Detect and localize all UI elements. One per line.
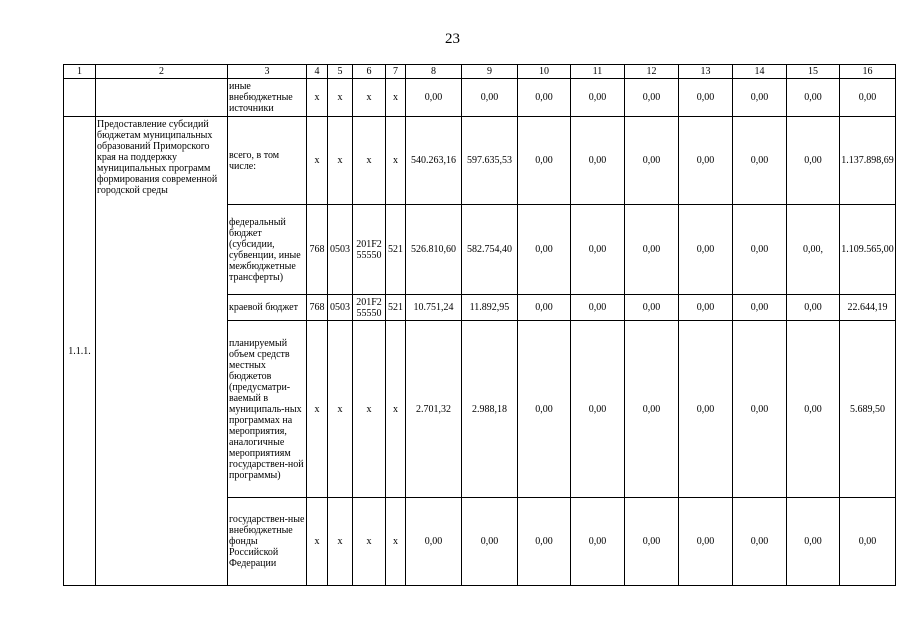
amount-cell: 0,00 <box>518 321 571 498</box>
amount-cell: 0,00 <box>733 321 787 498</box>
amount-cell: 0,00 <box>787 498 840 586</box>
total-cell: 0,00 <box>840 498 896 586</box>
amount-cell: 0,00 <box>679 295 733 321</box>
amount-cell: 0,00 <box>571 295 625 321</box>
kbk-code: 768 <box>307 205 328 295</box>
amount-cell: 597.635,53 <box>462 117 518 205</box>
amount-cell: 0,00 <box>733 295 787 321</box>
column-header: 6 <box>353 65 386 79</box>
kbk-code: x <box>386 79 406 117</box>
kbk-code: 0503 <box>328 205 353 295</box>
amount-cell: 0,00 <box>518 295 571 321</box>
column-header: 2 <box>96 65 228 79</box>
item-number: 1.1.1. <box>64 117 96 586</box>
kbk-code: x <box>307 117 328 205</box>
amount-cell: 0,00, <box>787 205 840 295</box>
kbk-code: x <box>353 321 386 498</box>
amount-cell: 0,00 <box>733 205 787 295</box>
amount-cell: 0,00 <box>625 117 679 205</box>
amount-cell: 2.988,18 <box>462 321 518 498</box>
funding-source: государствен-ные внебюджетные фонды Российской Федерации <box>228 498 307 586</box>
table-row <box>64 117 896 205</box>
amount-cell: 526.810,60 <box>406 205 462 295</box>
amount-cell: 11.892,95 <box>462 295 518 321</box>
column-header: 7 <box>386 65 406 79</box>
table-row <box>64 79 896 117</box>
amount-cell: 0,00 <box>571 79 625 117</box>
total-cell: 0,00 <box>840 79 896 117</box>
amount-cell: 0,00 <box>733 498 787 586</box>
amount-cell: 0,00 <box>625 321 679 498</box>
kbk-code: x <box>307 498 328 586</box>
amount-cell: 0,00 <box>625 498 679 586</box>
amount-cell: 0,00 <box>679 321 733 498</box>
kbk-code: 521 <box>386 205 406 295</box>
kbk-code: x <box>307 79 328 117</box>
kbk-code: x <box>353 117 386 205</box>
kbk-code: x <box>353 498 386 586</box>
kbk-code: 768 <box>307 295 328 321</box>
column-header: 8 <box>406 65 462 79</box>
kbk-code: x <box>307 321 328 498</box>
amount-cell: 0,00 <box>518 79 571 117</box>
amount-cell: 0,00 <box>571 498 625 586</box>
amount-cell: 0,00 <box>733 79 787 117</box>
column-header: 10 <box>518 65 571 79</box>
amount-cell: 0,00 <box>787 321 840 498</box>
amount-cell: 540.263,16 <box>406 117 462 205</box>
amount-cell: 0,00 <box>462 498 518 586</box>
amount-cell: 0,00 <box>679 117 733 205</box>
funding-source: иные внебюджетные источники <box>228 79 307 117</box>
column-header: 13 <box>679 65 733 79</box>
kbk-code: x <box>328 321 353 498</box>
column-header: 15 <box>787 65 840 79</box>
amount-cell: 0,00 <box>571 117 625 205</box>
kbk-code: 521 <box>386 295 406 321</box>
amount-cell: 0,00 <box>518 205 571 295</box>
amount-cell: 0,00 <box>406 79 462 117</box>
amount-cell: 0,00 <box>571 205 625 295</box>
amount-cell: 0,00 <box>462 79 518 117</box>
kbk-code: x <box>328 79 353 117</box>
header-row <box>64 65 896 79</box>
total-cell: 1.137.898,69 <box>840 117 896 205</box>
funding-source: федеральный бюджет (субсидии, субвенции, иные межбюджетные трансферты) <box>228 205 307 295</box>
amount-cell: 582.754,40 <box>462 205 518 295</box>
amount-cell: 0,00 <box>625 295 679 321</box>
kbk-code: x <box>328 117 353 205</box>
kbk-code: x <box>386 321 406 498</box>
kbk-code: 201F2 55550 <box>353 205 386 295</box>
amount-cell: 0,00 <box>787 79 840 117</box>
item-number-cell <box>64 79 96 117</box>
amount-cell: 0,00 <box>518 117 571 205</box>
column-header: 12 <box>625 65 679 79</box>
column-header: 11 <box>571 65 625 79</box>
amount-cell: 0,00 <box>679 205 733 295</box>
amount-cell: 0,00 <box>406 498 462 586</box>
amount-cell: 0,00 <box>571 321 625 498</box>
total-cell: 22.644,19 <box>840 295 896 321</box>
funding-source: всего, в том числе: <box>228 117 307 205</box>
amount-cell: 0,00 <box>787 117 840 205</box>
amount-cell: 0,00 <box>679 498 733 586</box>
kbk-code: x <box>386 117 406 205</box>
total-cell: 1.109.565,00 <box>840 205 896 295</box>
item-title: Предоставление субсидий бюджетам муниципальных образований Приморского края на поддержку муниципальных программ формирования современной городской среды <box>96 117 228 586</box>
amount-cell: 0,00 <box>787 295 840 321</box>
amount-cell: 2.701,32 <box>406 321 462 498</box>
kbk-code: 201F2 55550 <box>353 295 386 321</box>
amount-cell: 10.751,24 <box>406 295 462 321</box>
amount-cell: 0,00 <box>733 117 787 205</box>
kbk-code: x <box>353 79 386 117</box>
kbk-code: x <box>328 498 353 586</box>
amount-cell: 0,00 <box>625 79 679 117</box>
item-title-cell <box>96 79 228 117</box>
funding-source: планируемый объем средств местных бюджетов (предусматри-ваемый в муниципаль-ных программах на мероприятия, аналогичные мероприятиям государствен-ной программы) <box>228 321 307 498</box>
kbk-code: 0503 <box>328 295 353 321</box>
funding-source: краевой бюджет <box>228 295 307 321</box>
column-header: 1 <box>64 65 96 79</box>
page-number: 23 <box>445 31 460 47</box>
column-header: 16 <box>840 65 896 79</box>
column-header: 9 <box>462 65 518 79</box>
column-header: 4 <box>307 65 328 79</box>
budget-table <box>63 64 896 586</box>
column-header: 14 <box>733 65 787 79</box>
column-header: 5 <box>328 65 353 79</box>
amount-cell: 0,00 <box>625 205 679 295</box>
column-header: 3 <box>228 65 307 79</box>
kbk-code: x <box>386 498 406 586</box>
amount-cell: 0,00 <box>518 498 571 586</box>
amount-cell: 0,00 <box>679 79 733 117</box>
total-cell: 5.689,50 <box>840 321 896 498</box>
